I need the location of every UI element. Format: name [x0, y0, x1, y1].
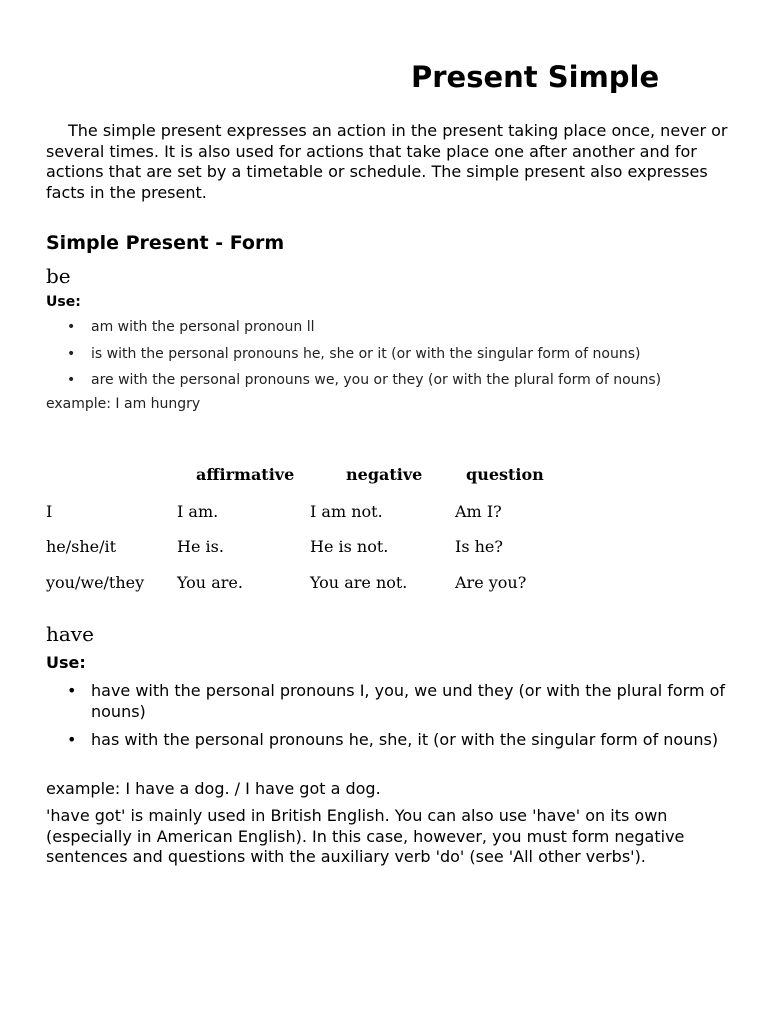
- have-example: example: I have a dog. / I have got a dog.: [46, 779, 381, 798]
- list-item: • am with the personal pronoun ll: [46, 317, 661, 344]
- table-cell-question: Am I?: [455, 502, 502, 521]
- table-cell-affirmative: I am.: [177, 502, 219, 521]
- have-heading: have: [46, 622, 94, 646]
- be-example: example: I am hungry: [46, 396, 201, 412]
- table-cell-question: Is he?: [455, 537, 503, 556]
- list-item: • have with the personal pronouns I, you, we und they (or with the plural form of nouns): [46, 681, 736, 722]
- table-cell-negative: I am not.: [310, 502, 383, 521]
- table-header-negative: negative: [346, 465, 423, 484]
- form-heading: Simple Present - Form: [46, 232, 285, 254]
- table-header-question: question: [466, 465, 544, 484]
- table-cell-affirmative: You are.: [177, 573, 243, 592]
- be-use-label: Use:: [46, 294, 81, 310]
- table-cell-affirmative: He is.: [177, 537, 224, 556]
- table-cell-question: Are you?: [455, 573, 527, 592]
- table-cell-negative: You are not.: [310, 573, 408, 592]
- page-title: Present Simple: [411, 60, 660, 94]
- table-cell-subject: he/she/it: [46, 537, 117, 556]
- list-item: • has with the personal pronouns he, she, it (or with the singular form of nouns): [46, 730, 736, 751]
- table-cell-subject: I: [46, 502, 53, 521]
- table-cell-negative: He is not.: [310, 537, 389, 556]
- have-use-list: [46, 681, 736, 759]
- have-use-label: Use:: [46, 653, 86, 672]
- list-item: • is with the personal pronouns he, she or it (or with the singular form of nouns): [46, 344, 661, 371]
- table-cell-subject: you/we/they: [46, 573, 145, 592]
- table-header-affirmative: affirmative: [196, 465, 295, 484]
- intro-paragraph: The simple present expresses an action in the present taking place once, never or several times. It is also used for actions that take place one after another and for actions that are set by a timetable or schedule. The simple present also expresses facts in the present.: [46, 121, 728, 202]
- list-item: • are with the personal pronouns we, you or they (or with the plural form of nouns): [46, 370, 661, 397]
- be-use-list: [46, 317, 661, 397]
- be-heading: be: [46, 264, 71, 288]
- have-got-note: 'have got' is mainly used in British English. You can also use 'have' on its own (especially in American English). In this case, however, you must form negative sentences and questions with the auxiliary verb 'do' (see 'All other verbs').: [46, 806, 685, 866]
